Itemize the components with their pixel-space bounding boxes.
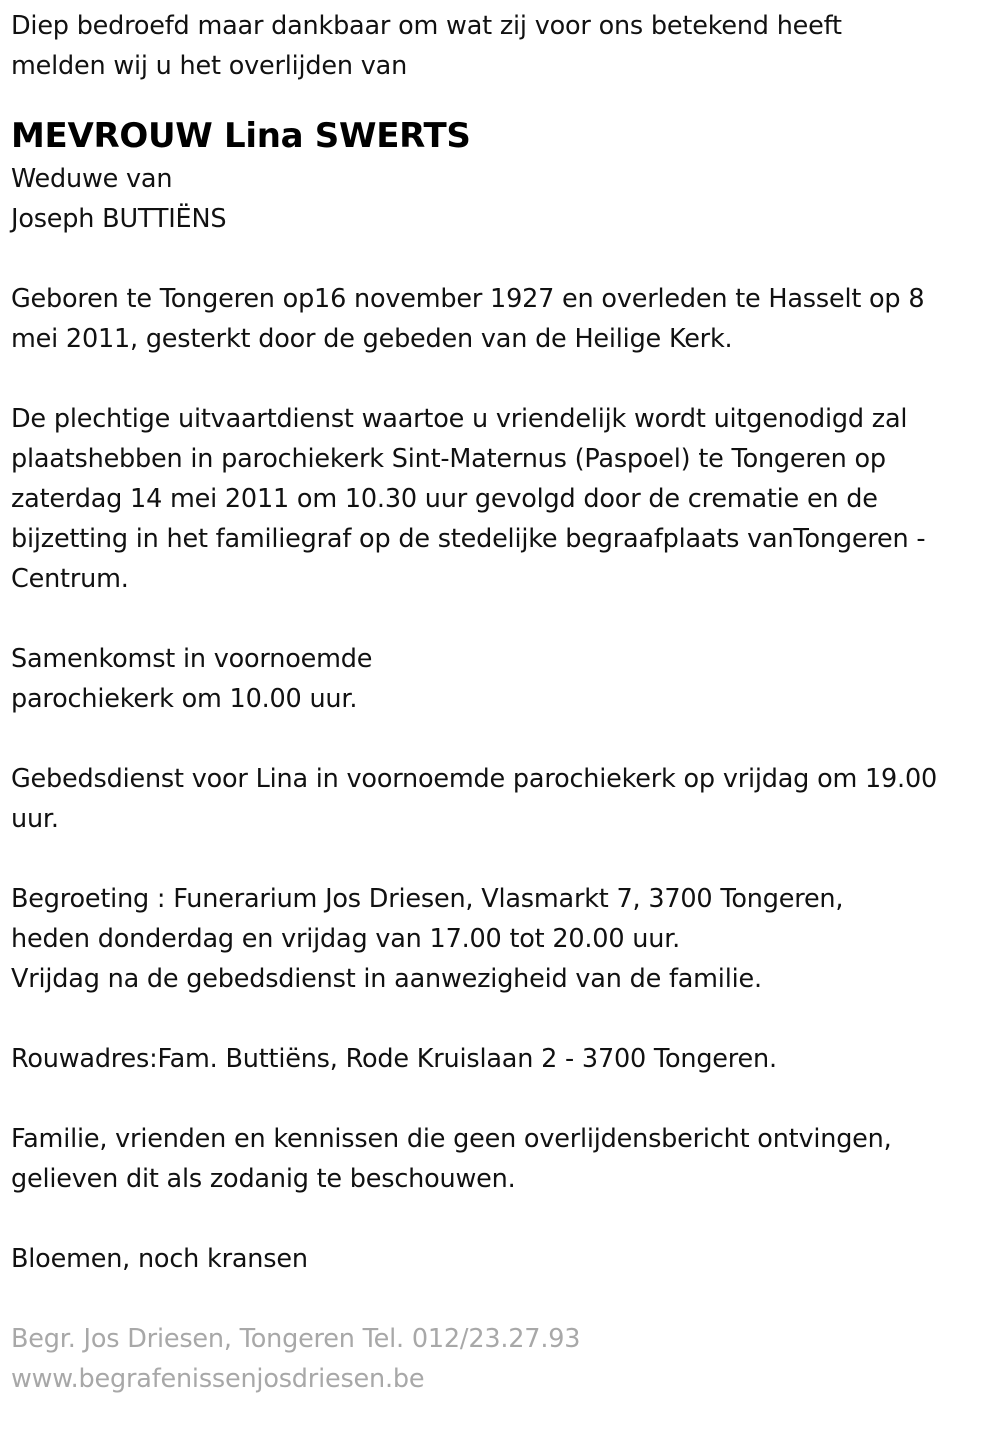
intro-line: Diep bedroefd maar dankbaar om wat zij voor ons betekend heeft bbox=[11, 11, 842, 41]
notice-line: Familie, vrienden en kennissen die geen overlijdensbericht ontvingen, bbox=[11, 1124, 892, 1154]
intro-line: melden wij u het overlijden van bbox=[11, 51, 408, 81]
spacer bbox=[11, 86, 996, 113]
funeral-service-line: zaterdag 14 mei 2011 om 10.30 uur gevolgd door de crematie en de bbox=[11, 484, 878, 514]
deceased-name: MEVROUW Lina SWERTS bbox=[11, 116, 471, 156]
spacer bbox=[11, 599, 996, 639]
gathering-paragraph bbox=[11, 639, 996, 719]
funeral-service-paragraph bbox=[11, 399, 996, 599]
flowers-paragraph bbox=[11, 1239, 996, 1279]
spacer bbox=[11, 719, 996, 759]
footer bbox=[11, 1319, 996, 1399]
spacer bbox=[11, 1279, 996, 1319]
gathering-line: parochiekerk om 10.00 uur. bbox=[11, 684, 358, 714]
mourning-address-line: Rouwadres:Fam. Buttiëns, Rode Kruislaan 2 - 3700 Tongeren. bbox=[11, 1044, 777, 1074]
birth-death-paragraph bbox=[11, 279, 996, 359]
spacer bbox=[11, 359, 996, 399]
prayer-service-line: uur. bbox=[11, 804, 59, 834]
spouse-paragraph bbox=[11, 159, 996, 239]
condolences-line: Begroeting : Funerarium Jos Driesen, Vlasmarkt 7, 3700 Tongeren, bbox=[11, 884, 844, 914]
prayer-service-paragraph bbox=[11, 759, 996, 839]
condolences-paragraph bbox=[11, 879, 996, 999]
undertaker-contact: Begr. Jos Driesen, Tongeren Tel. 012/23.27.93 bbox=[11, 1324, 581, 1354]
birth-death-line: mei 2011, gesterkt door de gebeden van de Heilige Kerk. bbox=[11, 324, 733, 354]
spouse-line: Joseph BUTTIËNS bbox=[11, 204, 227, 234]
funeral-service-line: Centrum. bbox=[11, 564, 129, 594]
condolences-line: Vrijdag na de gebedsdienst in aanwezigheid van de familie. bbox=[11, 964, 762, 994]
spacer bbox=[11, 239, 996, 279]
notice-line: gelieven dit als zodanig te beschouwen. bbox=[11, 1164, 516, 1194]
website-link[interactable]: www.begrafenissenjosdriesen.be bbox=[11, 1364, 425, 1394]
funeral-service-line: bijzetting in het familiegraf op de stedelijke begraafplaats vanTongeren - bbox=[11, 524, 926, 554]
intro-paragraph bbox=[11, 6, 996, 86]
spouse-line: Weduwe van bbox=[11, 164, 173, 194]
funeral-service-line: De plechtige uitvaartdienst waartoe u vriendelijk wordt uitgenodigd zal bbox=[11, 404, 908, 434]
spacer bbox=[11, 999, 996, 1039]
condolences-line: heden donderdag en vrijdag van 17.00 tot 20.00 uur. bbox=[11, 924, 681, 954]
flowers-line: Bloemen, noch kransen bbox=[11, 1244, 308, 1274]
death-notice bbox=[11, 6, 996, 1399]
prayer-service-line: Gebedsdienst voor Lina in voornoemde parochiekerk op vrijdag om 19.00 bbox=[11, 764, 938, 794]
spacer bbox=[11, 1079, 996, 1119]
gathering-line: Samenkomst in voornoemde bbox=[11, 644, 373, 674]
notice-paragraph bbox=[11, 1119, 996, 1199]
spacer bbox=[11, 839, 996, 879]
mourning-address-paragraph bbox=[11, 1039, 996, 1079]
funeral-service-line: plaatshebben in parochiekerk Sint-Maternus (Paspoel) te Tongeren op bbox=[11, 444, 886, 474]
spacer bbox=[11, 1199, 996, 1239]
birth-death-line: Geboren te Tongeren op16 november 1927 en overleden te Hasselt op 8 bbox=[11, 284, 925, 314]
